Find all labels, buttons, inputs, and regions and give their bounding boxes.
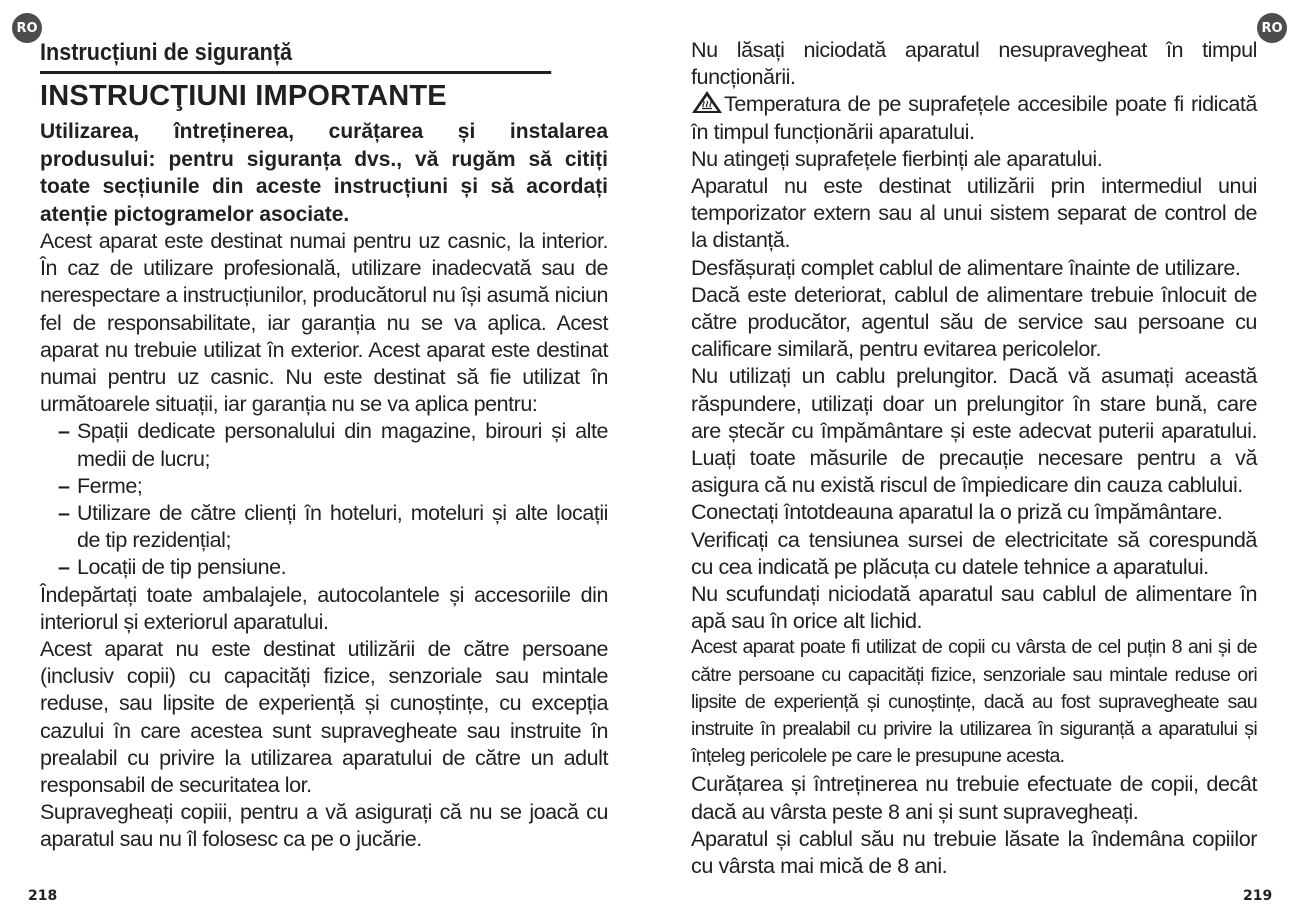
list-item: – Locații de tip pensiune.	[77, 554, 608, 581]
section-title: Instrucțiuni de siguranță	[40, 36, 551, 74]
hot-surface-text: Temperatura de pe suprafețele accesibile poate fi ridicată în timpul funcționării aparatului.	[691, 91, 1257, 144]
page-number-right: 219	[1243, 888, 1273, 904]
paragraph: Aparatul nu este destinat utilizării prin intermediul unui temporizator extern sau al unui sistem separat de control de la distanță.	[691, 173, 1257, 253]
list-item: – Spații dedicate personalului din magazine, birouri și alte medii de lucru;	[77, 418, 608, 472]
paragraph: Verificați ca tensiunea sursei de electricitate să corespundă cu cea indicată pe plăcuța cu datele tehnice a aparatului.	[691, 526, 1257, 579]
paragraph: Conectați întotdeauna aparatul la o priză cu împământare.	[691, 499, 1223, 525]
paragraph-remove-packaging: Îndepărtați toate ambalajele, autocolantele și accesoriile din interiorul și exteriorul aparatului.	[40, 582, 608, 634]
paragraph: Nu atingeți suprafețele fierbinți ale aparatului.	[691, 145, 1103, 171]
left-page	[40, 36, 608, 854]
paragraph-children-8-years: Acest aparat poate fi utilizat de copii cu vârsta de cel puțin 8 ani și de către persoane cu capacități fizice, senzoriale sau mintale reduse ori lipsite de experiență și cunoștințe, dacă au fost supravegheate sau instruite în prealabil cu privire la utilizarea în siguranță a aparatului și înțeleg pericolele pe care le presupune acesta.	[691, 636, 1257, 768]
list-item: – Utilizare de către clienți în hoteluri, moteluri și alte locații de tip rezidențial;	[77, 500, 608, 554]
language-badge-right: RO	[1257, 13, 1287, 43]
paragraph: Nu utilizați un cablu prelungitor. Dacă vă asumați această răspundere, utilizați doar un prelungitor în stare bună, care are ștecăr cu împământare și este adecvat puterii aparatului. Luați toate măsurile de precauție necesare pentru a vă asigura că nu există riscul de împiedicare din cauza cablului.	[691, 363, 1257, 498]
intro-bold-text: Utilizarea, întreținerea, curățarea și instalarea produsului: pentru siguranța dvs., vă rugăm să citiți toate secțiunile din aceste instrucțiuni și să acordați atenție pictogramelor asociate.	[40, 120, 608, 226]
list-item: – Ferme;	[77, 473, 608, 500]
exclusion-list	[40, 418, 608, 581]
paragraph: Nu lăsați niciodată aparatul nesupravegheat în timpul funcționării.	[691, 37, 1257, 90]
paragraph: Curățarea și întreținerea nu trebuie efectuate de copii, decât dacă au vârsta peste 8 ani și sunt supravegheați.	[691, 771, 1257, 824]
paragraph-hot-surface	[691, 90, 1257, 144]
paragraph-supervise-children: Supravegheați copiii, pentru a vă asigurați că nu se joacă cu aparatul sau nu îl folosesc ca pe o jucărie.	[40, 800, 608, 852]
right-page	[691, 36, 1257, 879]
hot-surface-warning-icon	[691, 90, 723, 114]
language-badge-left: RO	[12, 13, 42, 43]
paragraph: Desfășurați complet cablul de alimentare înainte de utilizare.	[691, 254, 1241, 280]
paragraph-persons-capacity: Acest aparat nu este destinat utilizării de către persoane (inclusiv copii) cu capacități fizice, senzoriale sau mintale reduse, sau lipsite de experiență și cunoștințe, cu excepția cazului în care acestea sunt supravegheate sau instruite în prealabil cu privire la utilizarea aparatului de către un adult responsabil de securitatea lor.	[40, 637, 608, 798]
main-title: INSTRUCŢIUNI IMPORTANTE	[40, 80, 447, 112]
paragraph-household-use: Acest aparat este destinat numai pentru uz casnic, la interior. În caz de utilizare profesională, utilizare inadecvată sau de nerespectare a instrucțiunilor, producătorul nu își asumă niciun fel de responsabilitate, iar garanția nu se va aplica. Acest aparat nu trebuie utilizat în exterior. Acest aparat este destinat numai pentru uz casnic. Nu este destinat să fie utilizat în următoarele situații, iar garanția nu se va aplica pentru:	[40, 229, 608, 417]
paragraph: Aparatul și cablul său nu trebuie lăsate la îndemâna copiilor cu vârsta mai mică de 8 ani.	[691, 825, 1257, 879]
page-number-left: 218	[28, 888, 58, 904]
paragraph: Nu scufundați niciodată aparatul sau cablul de alimentare în apă sau în orice alt lichid.	[691, 581, 1257, 634]
paragraph: Dacă este deteriorat, cablul de alimentare trebuie înlocuit de către producător, agentul său de service sau persoane cu calificare similară, pentru evitarea pericolelor.	[691, 281, 1257, 362]
